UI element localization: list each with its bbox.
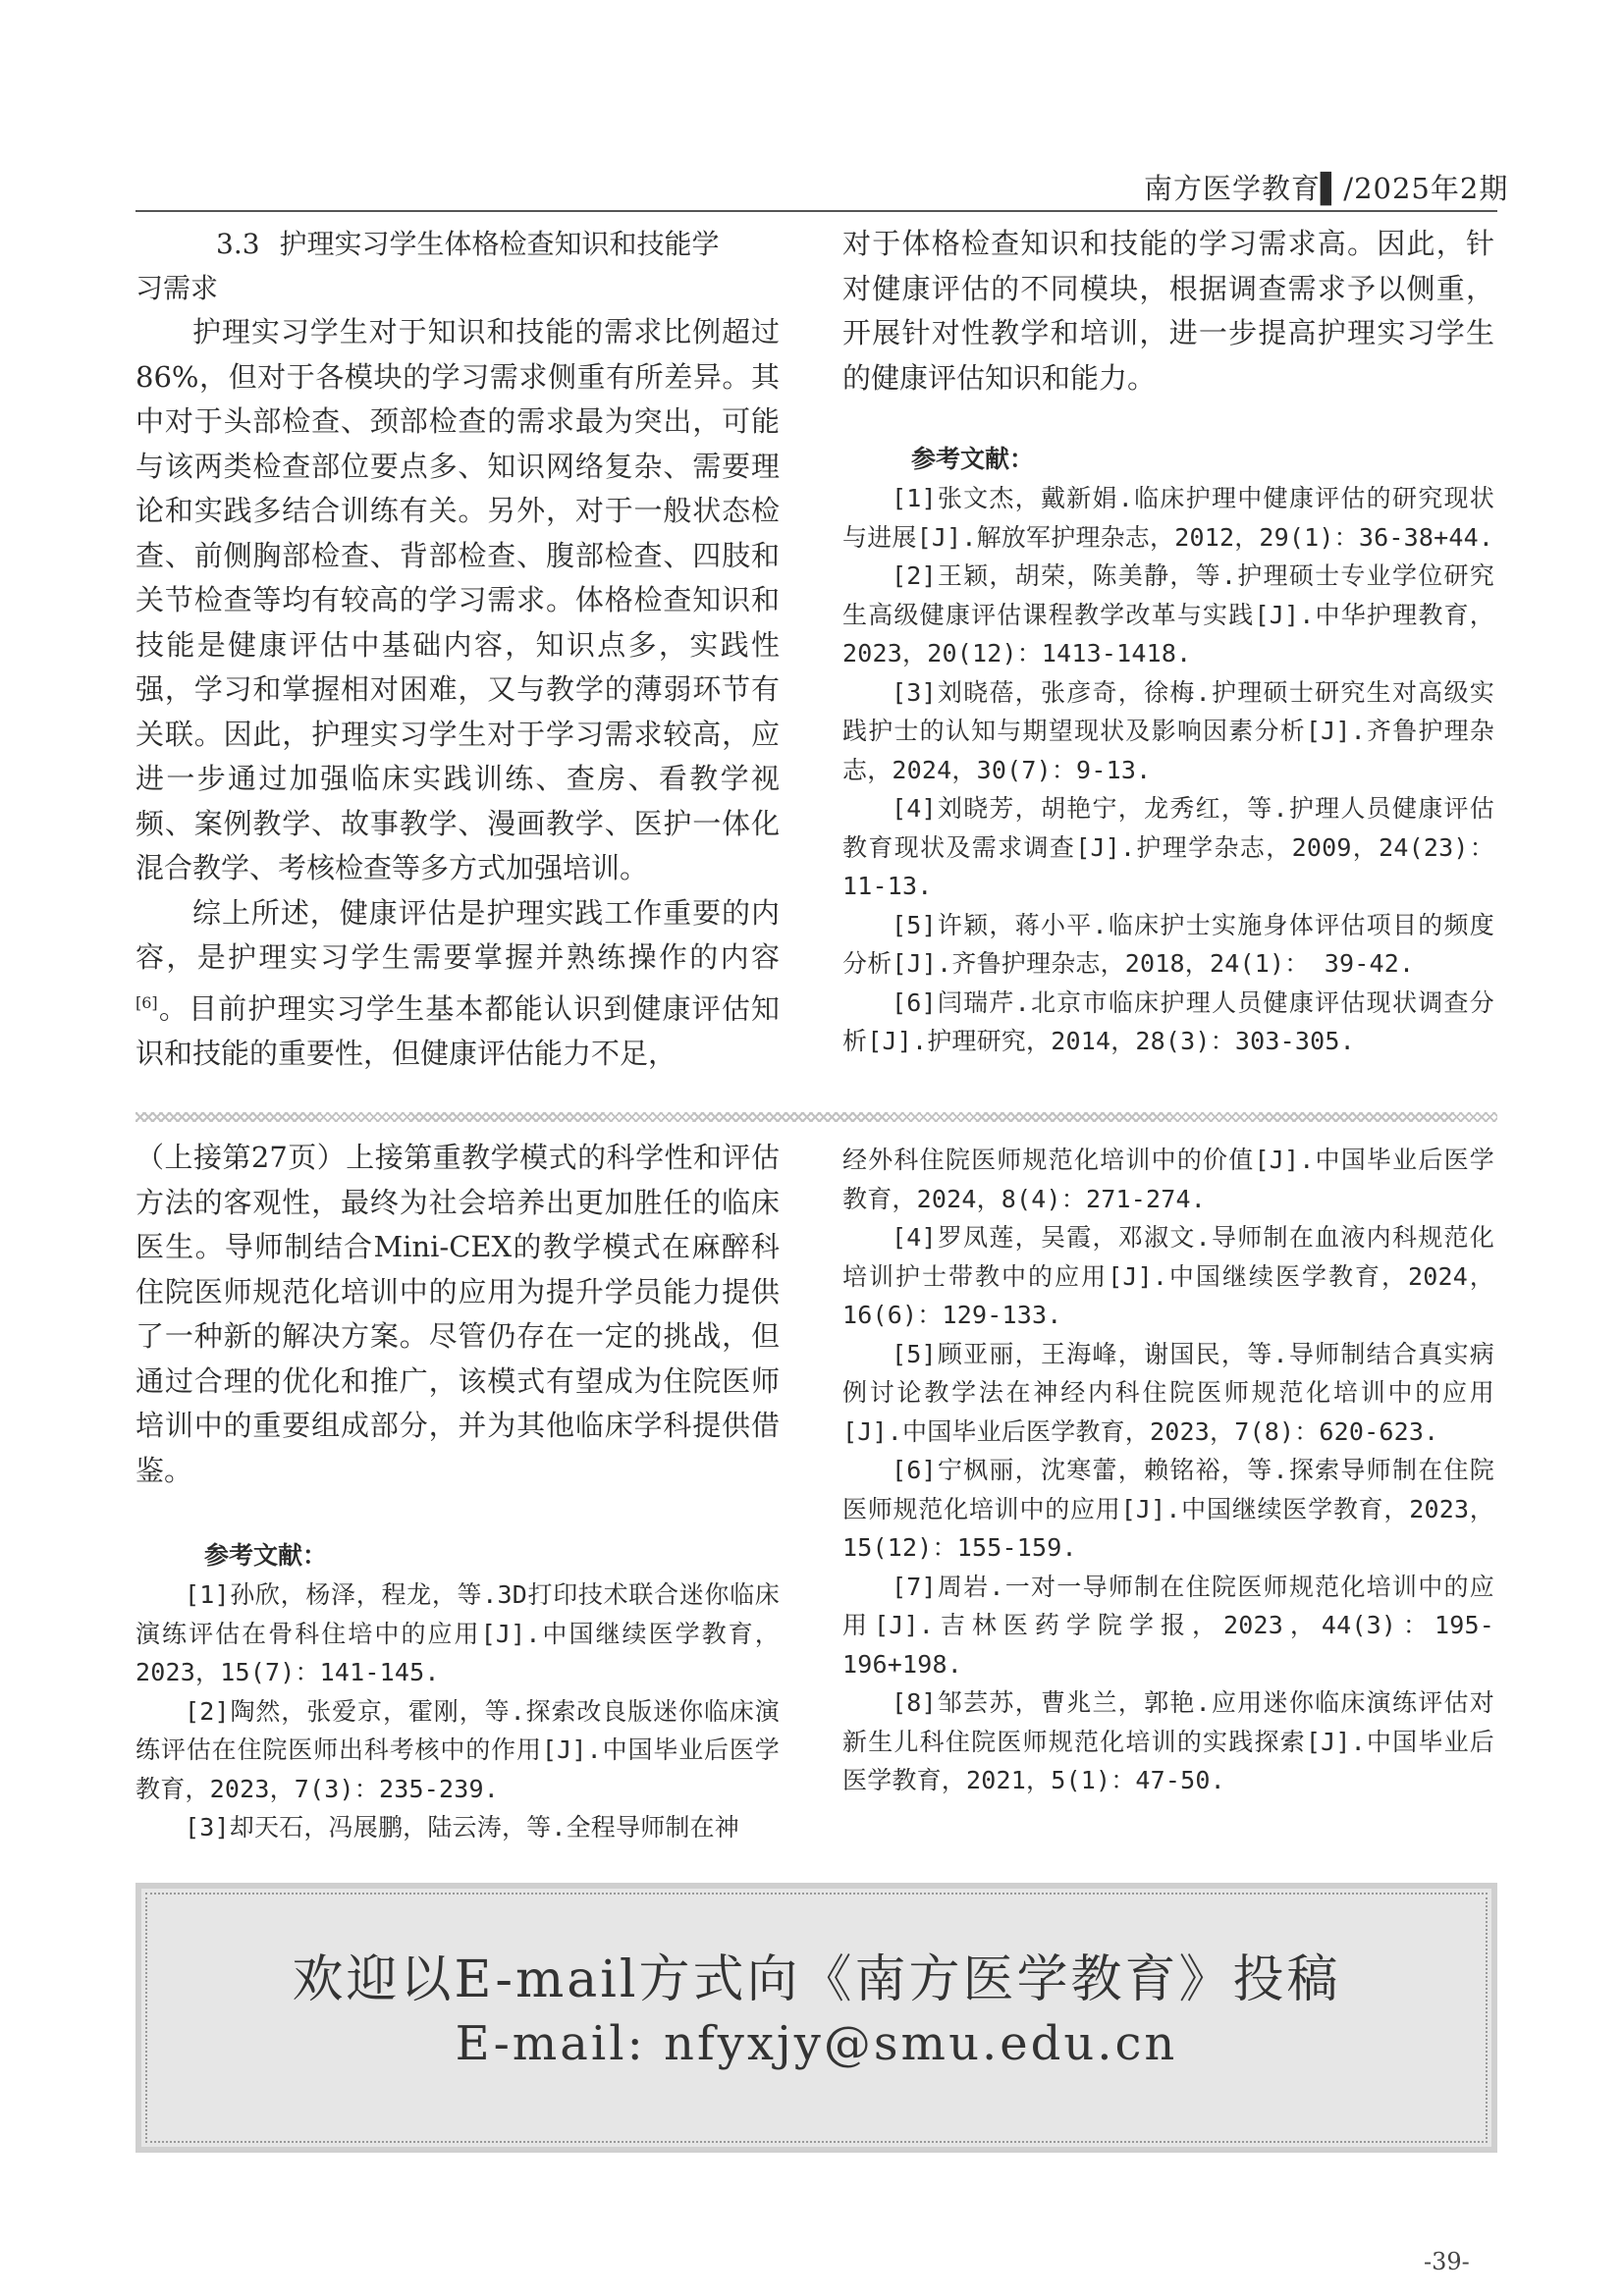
reference-item: [2]陶然，张爱京，霍刚，等.探索改良版迷你临床演练评估在住院医师出科考核中的作用[J].中国毕业后医学教育，2023，7(3)：235-239. bbox=[135, 1696, 780, 1803]
references-title: 参考文献： bbox=[911, 445, 1035, 473]
reference-item: [2]王颖，胡荣，陈美静，等.护理硕士专业学位研究生高级健康评估课程教学改革与实践[J].中华护理教育，2023，20(12)：1413-1418. bbox=[842, 561, 1494, 667]
reference-item: [7]周岩.一对一导师制在住院医师规范化培训中的应用[J].吉林医药学院学报，2023，44(3)：195-196+198. bbox=[842, 1572, 1494, 1679]
reference-item: [3]却天石，冯展鹏，陆云涛，等.全程导师制在神 bbox=[185, 1813, 740, 1842]
paragraph-continued: 对于体格检查知识和技能的学习需求高。因此，针对健康评估的不同模块，根据调查需求予以侧重，开展针对性教学和培训，进一步提高护理实习学生的健康评估知识和能力。 bbox=[842, 227, 1494, 395]
paragraph-2 bbox=[135, 891, 780, 1077]
reference-item: [1]张文杰，戴新娟.临床护理中健康评估的研究现状与进展[J].解放军护理杂志，2012，29(1)：36-38+44. bbox=[842, 484, 1494, 552]
banner-headline: 欢迎以E-mail方式向《南方医学教育》投稿 bbox=[292, 1950, 1341, 2009]
reference-item: [3]刘晓蓓，张彦奇，徐梅.护理硕士研究生对高级实践护士的认知与期望现状及影响因素分析[J].齐鲁护理杂志，2024，30(7)：9-13. bbox=[842, 677, 1494, 784]
section-separator bbox=[135, 1112, 1497, 1122]
reference-item: [6]宁枫丽，沈寒蕾，赖铭裕，等.探索导师制在住院医师规范化培训中的应用[J].中国继续医学教育，2023，15(12)：155-159. bbox=[842, 1456, 1494, 1562]
reference-item: [4]刘晓芳，胡艳宁，龙秀红，等.护理人员健康评估教育现状及需求调查[J].护理学杂志，2009，24(23)：11-13. bbox=[842, 794, 1494, 900]
bottom-left-column bbox=[135, 1136, 780, 1847]
reference-item: [4]罗凤莲，吴霞，邓淑文.导师制在血液内科规范化培训护士带教中的应用[J].中国继续医学教育，2024，16(6)：129-133. bbox=[842, 1223, 1494, 1329]
banner-email: E-mail: nfyxjy@smu.edu.cn bbox=[455, 2016, 1178, 2071]
submission-banner bbox=[135, 1883, 1497, 2153]
references-title: 参考文献： bbox=[204, 1541, 328, 1570]
section-title-part-1: 护理实习学生体格检查知识和技能学 bbox=[279, 228, 720, 260]
paragraph-2-part-1: 综上所述，健康评估是护理实践工作重要的内容，是护理实习学生需要掌握并熟练操作的内容 bbox=[135, 895, 780, 974]
top-right-column bbox=[842, 222, 1494, 1061]
reference-item: [5]顾亚丽，王海峰，谢国民，等.导师制结合真实病例讨论教学法在神经内科住院医师规范化培训中的应用[J].中国毕业后医学教育，2023，7(8)：620-623. bbox=[842, 1339, 1494, 1446]
reference-item: [8]邹芸苏，曹兆兰，郭艳.应用迷你临床演练评估对新生儿科住院医师规范化培训的实践探索[J].中国毕业后医学教育，2021，5(1)：47-50. bbox=[842, 1688, 1494, 1794]
section-heading bbox=[135, 222, 780, 266]
section-title-part-2: 习需求 bbox=[135, 272, 219, 304]
reference-item: [5]许颖，蒋小平.临床护士实施身体评估项目的频度分析[J].齐鲁护理杂志，2018，24(1)： 39-42. bbox=[842, 910, 1494, 978]
top-left-column bbox=[135, 222, 780, 1076]
reference-item: [1]孙欣，杨泽，程龙，等.3D打印技术联合迷你临床演练评估在骨科住培中的应用[J].中国继续医学教育，2023，15(7)：141-145. bbox=[135, 1580, 780, 1686]
header-rule bbox=[135, 210, 1497, 212]
citation-marker: [6] bbox=[135, 992, 158, 1012]
reference-item: [6]闫瑞芹.北京市临床护理人员健康评估现状调查分析[J].护理研究，2014，28(3)：303-305. bbox=[842, 988, 1494, 1055]
paragraph-2-part-2: 。目前护理实习学生基本都能认识到健康评估知识和技能的重要性，但健康评估能力不足， bbox=[135, 991, 780, 1070]
bottom-right-column bbox=[842, 1141, 1494, 1800]
section-number: 3.3 bbox=[216, 228, 260, 260]
reference-continued: 经外科住院医师规范化培训中的价值[J].中国毕业后医学教育，2024，8(4)：271-274. bbox=[842, 1146, 1494, 1213]
journal-header: 南方医学教育▌/2025年2期 bbox=[1144, 172, 1509, 205]
paragraph-1: 护理实习学生对于知识和技能的需求比例超过86%，但对于各模块的学习需求侧重有所差异。其中对于头部检查、颈部检查的需求最为突出，可能与该两类检查部位要点多、知识网络复杂、需要理论和实践多结合训练有关。另外，对于一般状态检查、前侧胸部检查、背部检查、腹部检查、四肢和关节检查等均有较高的学习需求。体格检查知识和技能是健康评估中基础内容，知识点多，实践性强，学习和掌握相对困难，又与教学的薄弱环节有关联。因此，护理实习学生对于学习需求较高，应进一步通过加强临床实践训练、查房、看教学视频、案例教学、故事教学、漫画教学、医护一体化混合教学、考核检查等多方式加强培训。 bbox=[135, 315, 780, 884]
page-number: -39- bbox=[1424, 2248, 1470, 2275]
continued-article-paragraph: （上接第27页）上接第重教学模式的科学性和评估方法的客观性，最终为社会培养出更加胜任的临床医生。导师制结合Mini-CEX的教学模式在麻醉科住院医师规范化培训中的应用为提升学员能力提供了一种新的解决方案。尽管仍存在一定的挑战，但通过合理的优化和推广，该模式有望成为住院医师培训中的重要组成部分，并为其他临床学科提供借鉴。 bbox=[135, 1141, 780, 1487]
